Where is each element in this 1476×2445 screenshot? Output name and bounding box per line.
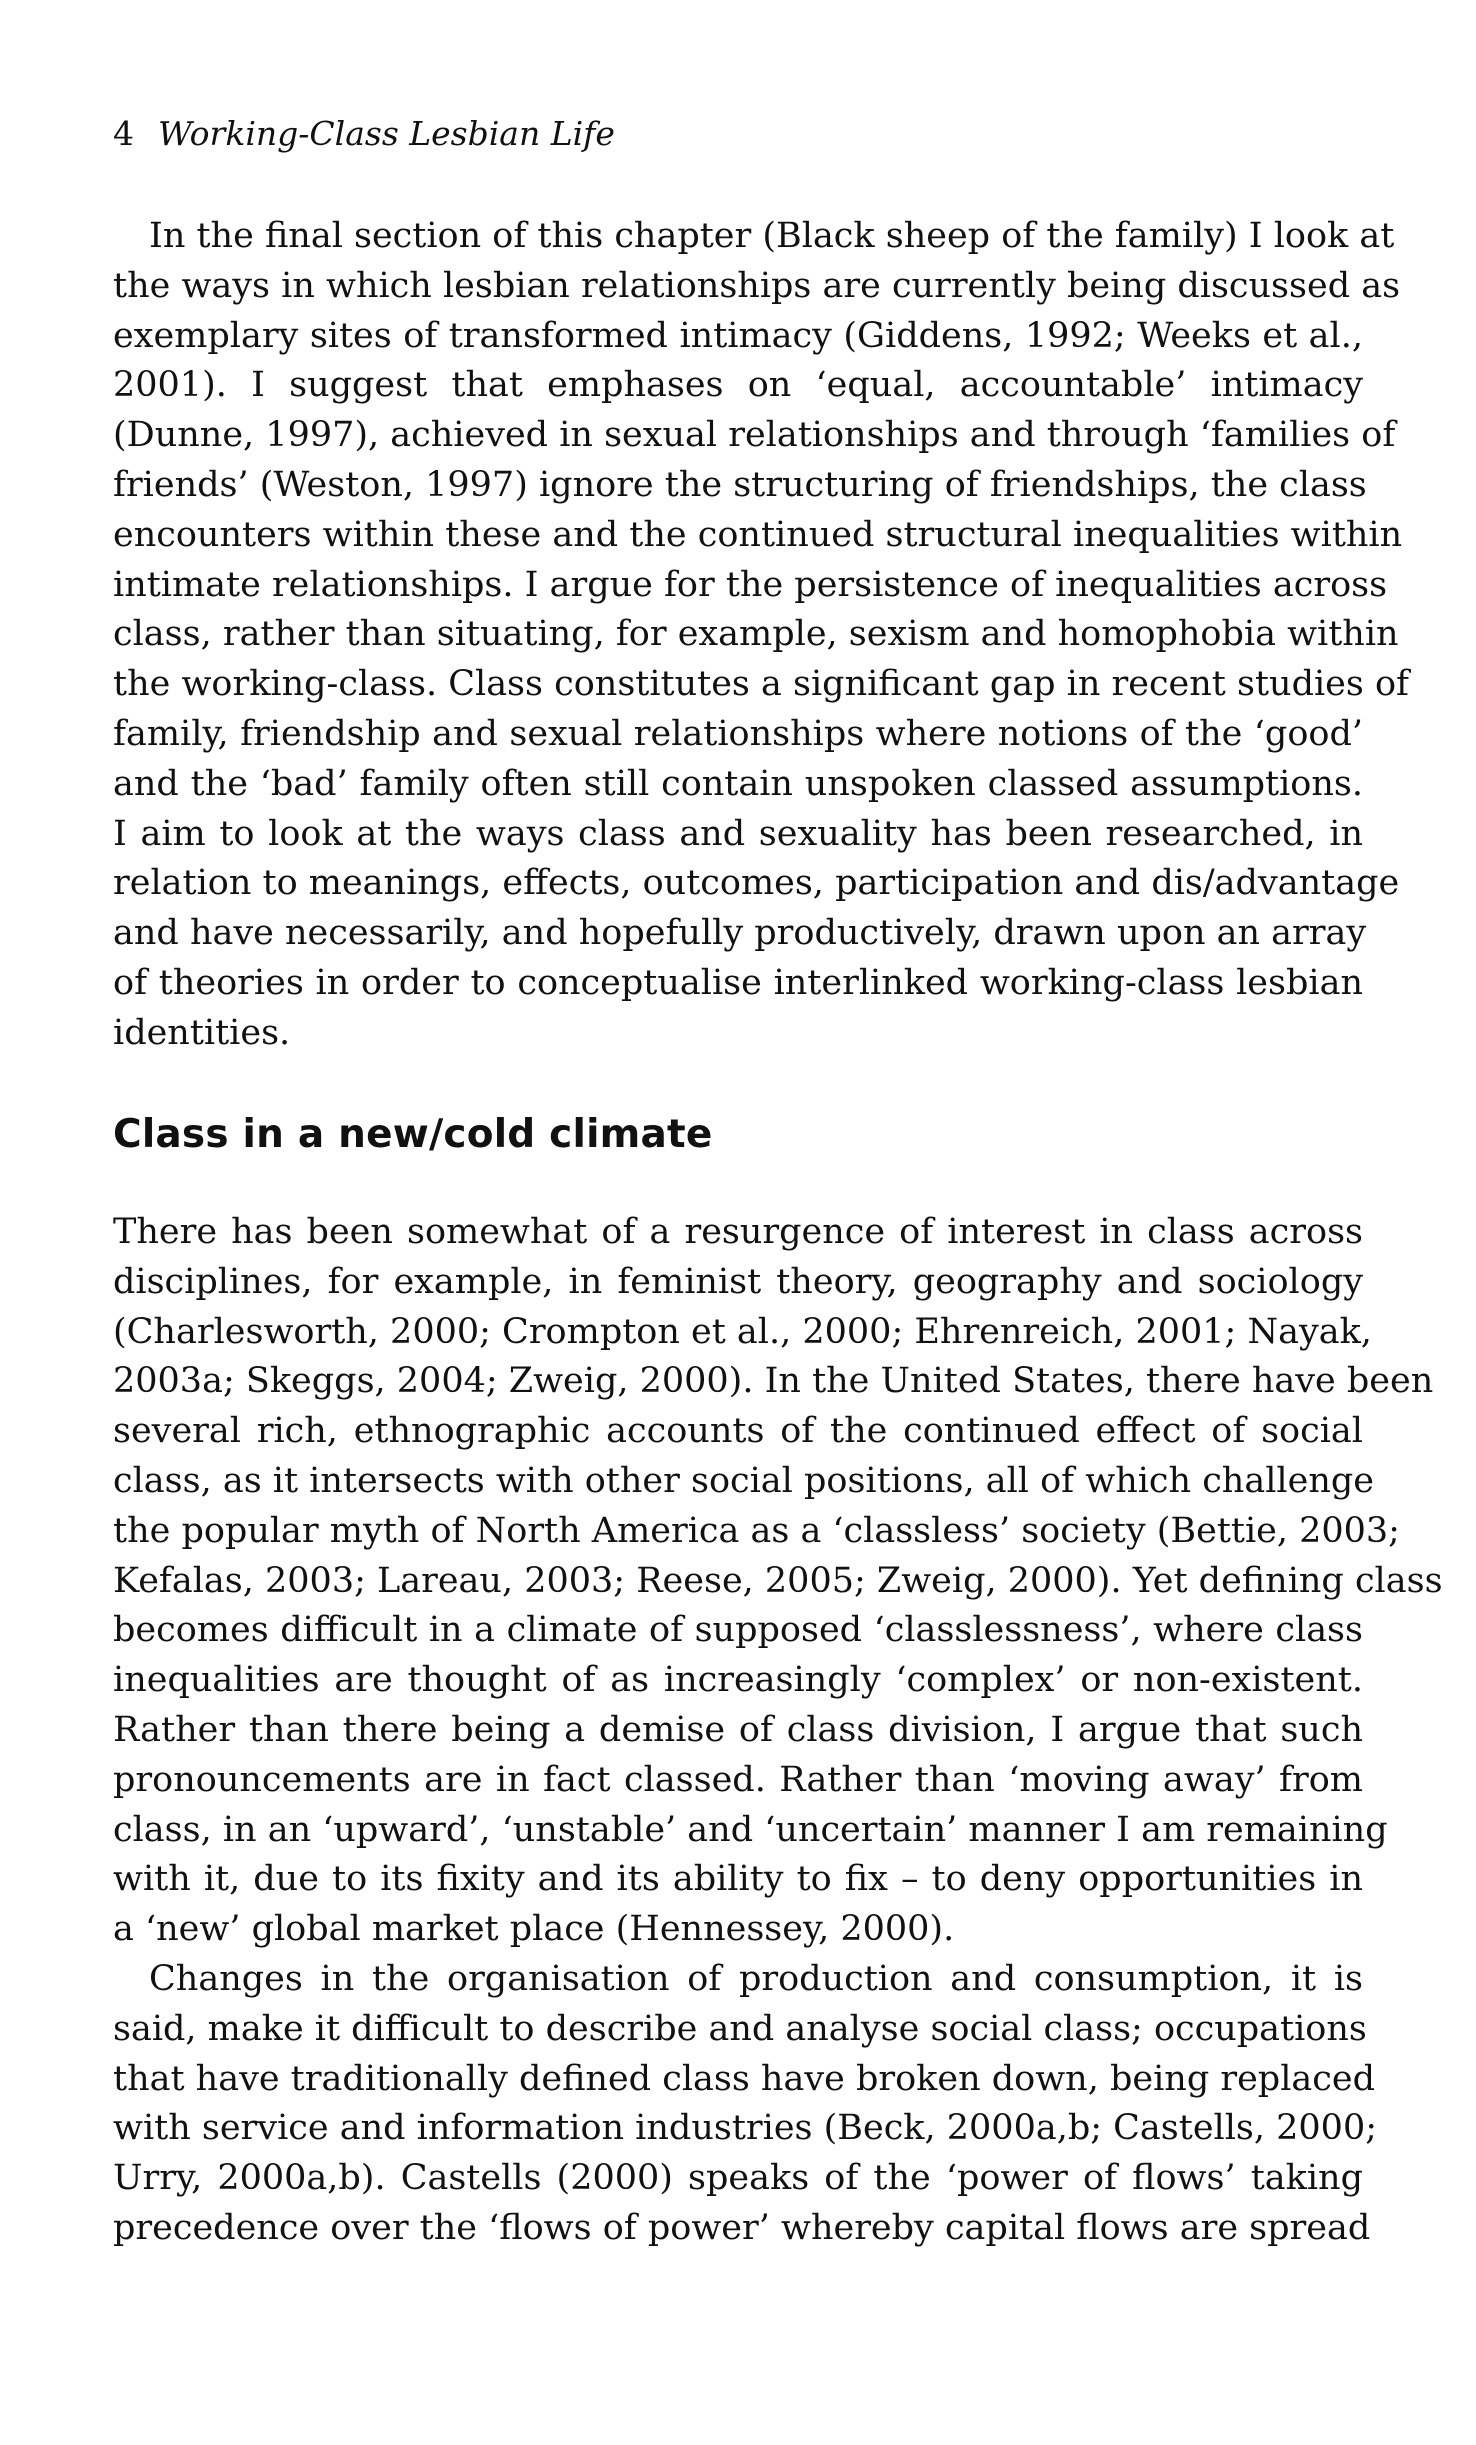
paragraph-line: intimate relationships. I argue for the persistence of inequalities across	[113, 564, 1388, 605]
paragraph-line: relation to meanings, effects, outcomes, participation and dis/advantage	[113, 863, 1400, 904]
paragraph-line: inequalities are thought of as increasingly ‘complex’ or non-existent.	[113, 1660, 1363, 1701]
paragraph-line: with service and information industries (Beck, 2000a,b; Castells, 2000;	[113, 2108, 1377, 2149]
paragraph-line: said, make it difficult to describe and analyse social class; occupations	[113, 2008, 1367, 2049]
page-number: 4	[113, 114, 134, 153]
paragraph-line: with it, due to its fixity and its ability to fix – to deny opportunities in	[113, 1859, 1363, 1900]
paragraph-line: the working-class. Class constitutes a significant gap in recent studies of	[113, 664, 1409, 705]
paragraph-line: I aim to look at the ways class and sexuality has been researched, in	[113, 813, 1363, 854]
book-title: Working-Class Lesbian Life	[158, 114, 615, 153]
section-heading: Class in a new/cold climate	[113, 1112, 713, 1157]
paragraph-line: Urry, 2000a,b). Castells (2000) speaks of the ‘power of flows’ taking	[113, 2158, 1363, 2199]
paragraph-line: Kefalas, 2003; Lareau, 2003; Reese, 2005; Zweig, 2000). Yet defining class	[113, 1560, 1443, 1601]
paragraph-line: becomes difficult in a climate of supposed ‘classlessness’, where class	[113, 1610, 1363, 1651]
paragraph-line: and the ‘bad’ family often still contain unspoken classed assumptions.	[113, 763, 1363, 804]
paragraph-line: pronouncements are in fact classed. Rather than ‘moving away’ from	[113, 1759, 1363, 1800]
paragraph-class-resurgence	[113, 1208, 1443, 1955]
paragraph-line: family, friendship and sexual relationships where notions of the ‘good’	[113, 713, 1363, 754]
paragraph-line: 2001). I suggest that emphases on ‘equal, accountable’ intimacy	[113, 365, 1363, 406]
paragraph-line: In the final section of this chapter (Black sheep of the family) I look at	[149, 216, 1395, 256]
paragraph-line: class, rather than situating, for example, sexism and homophobia within	[113, 614, 1399, 655]
paragraph-line: Rather than there being a demise of class division, I argue that such	[113, 1709, 1363, 1750]
paragraph-line: disciplines, for example, in feminist theory, geography and sociology	[113, 1261, 1363, 1302]
paragraph-line: Changes in the organisation of production and consumption, it is	[149, 1959, 1363, 1999]
paragraph-line: There has been somewhat of a resurgence of interest in class across	[113, 1212, 1363, 1252]
paragraph-intro	[113, 212, 1409, 1059]
paragraph-line: the popular myth of North America as a ‘classless’ society (Bettie, 2003;	[113, 1510, 1400, 1551]
paragraph-line: several rich, ethnographic accounts of the continued effect of social	[113, 1411, 1363, 1452]
paragraph-line: friends’ (Weston, 1997) ignore the structuring of friendships, the class	[113, 464, 1367, 505]
paragraph-line: class, in an ‘upward’, ‘unstable’ and ‘uncertain’ manner I am remaining	[113, 1809, 1388, 1850]
paragraph-line: class, as it intersects with other social positions, all of which challenge	[113, 1460, 1374, 1501]
paragraph-line: (Charlesworth, 2000; Crompton et al., 2000; Ehrenreich, 2001; Nayak,	[113, 1311, 1372, 1352]
paragraph-production-changes	[113, 1955, 1377, 2254]
paragraph-line: precedence over the ‘flows of power’ whereby capital flows are spread	[113, 2207, 1371, 2248]
paragraph-line: the ways in which lesbian relationships are currently being discussed as	[113, 265, 1401, 306]
paragraph-line: encounters within these and the continued structural inequalities within	[113, 514, 1403, 555]
paragraph-line: a ‘new’ global market place (Hennessey, 2000).	[113, 1909, 955, 1950]
paragraph-line: exemplary sites of transformed intimacy (Giddens, 1992; Weeks et al.,	[113, 315, 1363, 356]
paragraph-line: identities.	[113, 1012, 291, 1053]
paragraph-line: of theories in order to conceptualise interlinked working-class lesbian	[113, 962, 1363, 1003]
paragraph-line: 2003a; Skeggs, 2004; Zweig, 2000). In the United States, there have been	[113, 1361, 1434, 1402]
paragraph-line: and have necessarily, and hopefully productively, drawn upon an array	[113, 913, 1367, 954]
paragraph-line: that have traditionally defined class have broken down, being replaced	[113, 2058, 1375, 2099]
running-head	[113, 110, 615, 158]
paragraph-line: (Dunne, 1997), achieved in sexual relationships and through ‘families of	[113, 415, 1396, 456]
